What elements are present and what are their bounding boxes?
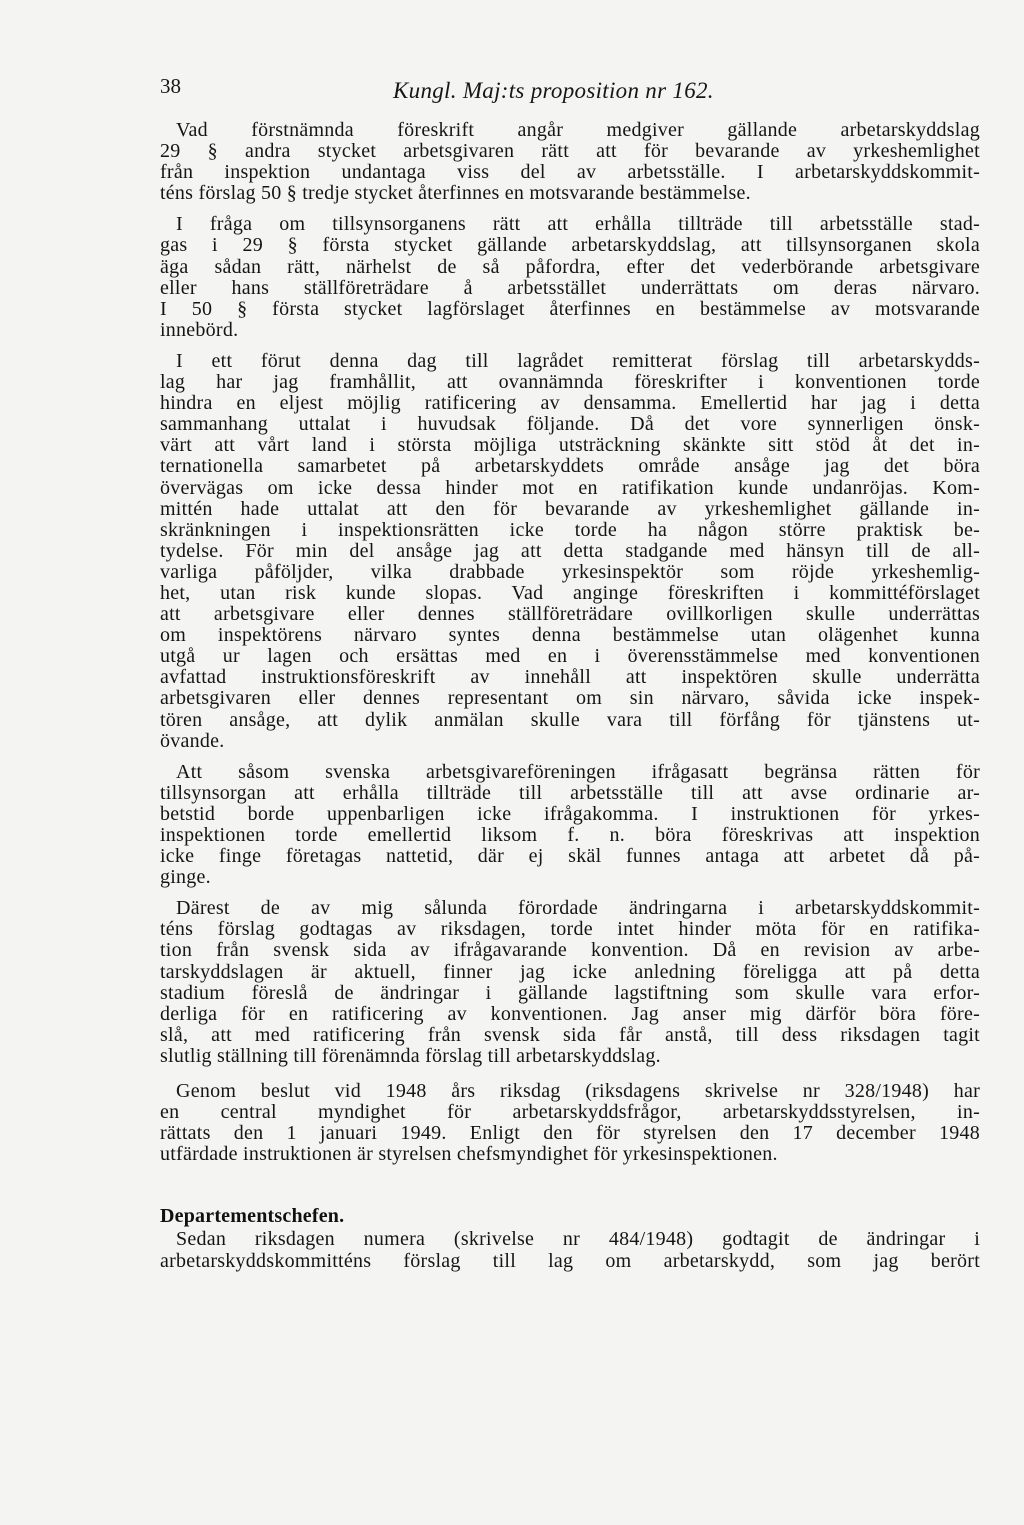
paragraph-line: stadium föreslå de ändringar i gällande lagstiftning som skulle vara erfor-	[160, 981, 980, 1004]
paragraph-line: arbetsgivaren eller dennes representant om sin närvaro, såvida icke inspek-	[160, 687, 980, 710]
paragraph-line: övervägas om icke dessa hinder mot en ratifikation kunde undanröjas. Kom-	[160, 476, 980, 499]
paragraph-line: tillsynsorgan att erhålla tillträde till arbetsställe till att avse ordinarie ar-	[160, 781, 980, 804]
paragraph-line: innebörd.	[160, 318, 239, 341]
paragraph-line: lag har jag framhållit, att ovannämnda föreskrifter i konventionen torde	[160, 371, 980, 394]
paragraph-line: varliga påföljder, vilka drabbade yrkesinspektör som röjde yrkeshemlig-	[160, 560, 980, 583]
paragraph-line: I ett förut denna dag till lagrådet remitterat förslag till arbetarskydds-	[176, 349, 980, 372]
paragraph-line: gas i 29 § första stycket gällande arbetarskyddslag, att tillsynsorganen skola	[160, 234, 980, 257]
paragraph-line: en central myndighet för arbetarskyddsfrågor, arbetarskyddsstyrelsen, in-	[160, 1101, 980, 1124]
paragraph-line: slutlig ställning till förenämnda förslag till arbetarskyddslag.	[160, 1044, 661, 1067]
section-paragraph	[160, 1229, 980, 1271]
paragraph-line: Genom beslut vid 1948 års riksdag (riksdagens skrivelse nr 328/1948) har	[176, 1080, 980, 1103]
paragraph-line: att arbetsgivare eller dennes ställföreträdare ovillkorligen skulle underrättas	[160, 603, 980, 626]
paragraph-5	[160, 898, 980, 1067]
paragraph-line: sammanhang uttalat i huvudsak följande. Då det vore synnerligen önsk-	[160, 413, 980, 436]
paragraph-line: om inspektörens närvaro syntes denna bestämmelse utan olägenhet kunna	[160, 624, 980, 647]
paragraph-6	[160, 1081, 980, 1165]
paragraph-line: slå, att med ratificering från svensk sida får anstå, till dess riksdagen tagit	[160, 1023, 980, 1046]
paragraph-3	[160, 351, 980, 752]
body-text	[160, 120, 980, 1282]
paragraph-line: Att såsom svenska arbetsgivareföreningen ifrågasatt begränsa rätten för	[176, 760, 980, 783]
paragraph-line: eller hans ställföreträdare å arbetsstället underrättats om deras närvaro.	[160, 276, 980, 299]
paragraph-line: Sedan riksdagen numera (skrivelse nr 484/1948) godtagit de ändringar i	[176, 1228, 980, 1251]
section-heading: Departementschefen.	[160, 1205, 345, 1228]
paragraph-2	[160, 214, 980, 341]
paragraph-line: tydelse. För min del ansåge jag att detta stadgande med hänsyn till de all-	[160, 539, 980, 562]
running-title: Kungl. Maj:ts proposition nr 162.	[393, 78, 714, 103]
paragraph-line: rättats den 1 januari 1949. Enligt den för styrelsen den 17 december 1948	[160, 1122, 980, 1145]
paragraph-line: Vad förstnämnda föreskrift angår medgiver gällande arbetarskyddslag	[176, 119, 980, 141]
paragraph-line: 29 § andra stycket arbetsgivaren rätt att för bevarande av yrkeshemlighet	[160, 140, 980, 163]
paragraph-line: ginge.	[160, 866, 211, 889]
paragraph-line: övande.	[160, 729, 225, 752]
paragraph-line: hindra en eljest möjlig ratificering av densamma. Emellertid har jag i detta	[160, 392, 980, 415]
paragraph-line: I fråga om tillsynsorganens rätt att erhålla tillträde till arbetsställe stad-	[176, 213, 980, 236]
paragraph-line: arbetarskyddskommitténs förslag till lag om arbetarskydd, som jag berört	[160, 1249, 980, 1272]
paragraph-line: ternationella samarbetet på arbetarskyddets område ansåge jag det böra	[160, 455, 980, 478]
paragraph-line: Därest de av mig sålunda förordade ändringarna i arbetarskyddskommit-	[176, 897, 980, 920]
paragraph-line: utgå ur lagen och ersättas med en i överensstämmelse med konventionen	[160, 645, 980, 668]
paragraph-line: äga sådan rätt, närhelst de så påfordra, efter det vederbörande arbetsgivare	[160, 255, 980, 278]
paragraph-line: betstid borde uppenbarligen icke ifrågakomma. I instruktionen för yrkes-	[160, 802, 980, 825]
paragraph-4	[160, 762, 980, 889]
paragraph-line: avfattad instruktionsföreskrift av innehåll att inspektören skulle underrätta	[160, 666, 980, 689]
paragraph-line: het, utan risk kunde slopas. Vad anginge föreskriften i kommittéförslaget	[160, 581, 980, 604]
paragraph-line: derliga för en ratificering av konventionen. Jag anser mig därför böra före-	[160, 1002, 980, 1025]
paragraph-1	[160, 120, 980, 204]
paragraph-line: tören ansåge, att dylik anmälan skulle vara till förfång för tjänstens ut-	[160, 708, 980, 731]
paragraph-line: från inspektion undantaga viss del av arbetsställe. I arbetarskyddskommit-	[160, 161, 980, 184]
paragraph-line: I 50 § första stycket lagförslaget återfinnes en bestämmelse av motsvarande	[160, 297, 980, 320]
paragraph-line: tarskyddslagen är aktuell, finner jag icke anledning föreligga att på detta	[160, 960, 980, 983]
paragraph-line: téns förslag godtagas av riksdagen, torde intet hinder möta för en ratifika-	[160, 918, 980, 941]
paragraph-line: téns förslag 50 § tredje stycket återfinnes en motsvarande bestämmelse.	[160, 182, 751, 205]
paragraph-line: värt att vårt land i största möjliga utsträckning skänkte sitt stöd åt det in-	[160, 434, 980, 457]
paragraph-line: inspektionen torde emellertid liksom f. n. böra föreskrivas att inspektion	[160, 824, 980, 846]
paragraph-line: mittén hade uttalat att den för bevarande av yrkeshemlighet gällande in-	[160, 497, 980, 520]
page-number: 38	[160, 74, 181, 98]
paragraph-line: tion från svensk sida av ifrågavarande konvention. Då en revision av arbe-	[160, 939, 980, 962]
paragraph-line: utfärdade instruktionen är styrelsen chefsmyndighet för yrkesinspektionen.	[160, 1143, 778, 1166]
paragraph-line: icke finge företagas nattetid, där ej skäl funnes antaga att arbetet då på-	[160, 845, 980, 868]
paragraph-line: skränkningen i inspektionsrätten icke torde ha någon större praktisk be-	[160, 518, 980, 541]
